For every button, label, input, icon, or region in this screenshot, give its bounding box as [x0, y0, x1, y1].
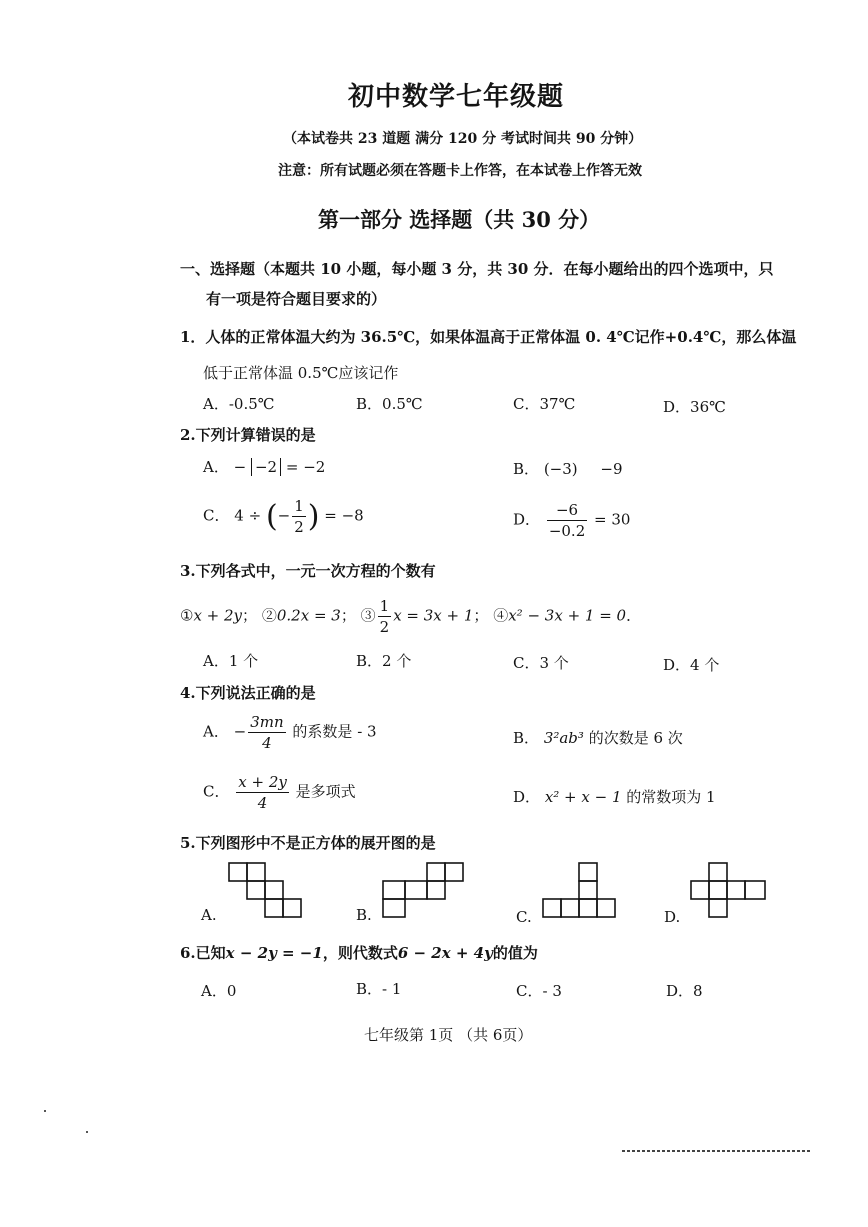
- q3-e1: x + 2y: [193, 606, 243, 625]
- q2-b-base: (−3): [543, 460, 578, 478]
- q4-d-expr: x² + x − 1: [544, 788, 622, 806]
- q5-net-c: [542, 862, 618, 920]
- q2-c-rhs: = −8: [324, 506, 364, 525]
- q5-option-d-label: D.: [664, 908, 681, 926]
- part-heading: 第一部分 选择题（共 30 分）: [318, 207, 601, 232]
- q4-d-text: 的常数项为 1: [626, 788, 716, 806]
- q2-a-abs: −2: [251, 458, 281, 476]
- exam-info: （本试卷共 23 道题 满分 120 分 考试时间共 90 分钟）: [283, 131, 643, 147]
- q4-c-fraction: [236, 772, 289, 813]
- q1-option-d: D．36℃: [663, 398, 726, 416]
- q4-a-sign: −: [233, 722, 247, 741]
- q4-a-fraction: [248, 712, 285, 753]
- q6-condition: x − 2y = −1: [225, 944, 323, 962]
- q3-option-b: B．2 个: [356, 652, 412, 670]
- section-instructions-line1: 一、选择题（本题共 10 小题，每小题 3 分，共 30 分．在每小题给出的四个选项中，只: [180, 260, 774, 278]
- q1-option-c: C．37℃: [513, 395, 576, 413]
- scan-artifact-dot: [86, 1131, 88, 1133]
- q4-option-a: [203, 712, 377, 753]
- q1-stem-line2: 低于正常体温 0.5℃应该记作: [203, 364, 399, 382]
- q6-expression: 6 − 2x + 4y: [397, 944, 493, 962]
- q3-option-d: D．4 个: [663, 656, 720, 674]
- q3-e2: 0.2x = 3: [276, 606, 341, 625]
- q3-e2-mark: ②: [261, 606, 277, 625]
- q5-net-a: [228, 862, 304, 920]
- q5-option-c-label: C.: [516, 908, 532, 926]
- q3-e4-mark: ④: [493, 606, 509, 625]
- q4-c-label: C．: [203, 782, 230, 801]
- q2-a-label: A．: [203, 458, 229, 476]
- q2-stem: 2.下列计算错误的是: [180, 426, 316, 444]
- q3-e3-mark: ③: [360, 606, 376, 625]
- q3-stem: 3.下列各式中，一元一次方程的个数有: [180, 562, 436, 580]
- q1-stem-line1: 1．人体的正常体温大约为 36.5℃，如果体温高于正常体温 0. 4℃记作+0.4℃，那么体温: [180, 328, 797, 346]
- q6-option-a: A．0: [201, 982, 237, 1000]
- q3-option-c: C．3 个: [513, 654, 569, 672]
- cube-net-d-diagram: [690, 862, 770, 920]
- q2-d-label: D．: [513, 510, 541, 529]
- q2-option-a: [203, 456, 325, 477]
- q4-a-num: 3mn: [250, 713, 284, 731]
- cube-net-b-diagram: [382, 862, 468, 920]
- q3-sep2: ；: [340, 606, 356, 625]
- q6-stem: [180, 942, 538, 963]
- q4-a-den: 4: [262, 734, 272, 752]
- q4-a-text: 的系数是 - 3: [292, 722, 377, 741]
- q2-c-pre: 4 ÷: [234, 506, 262, 525]
- exam-notice: 注意：所有试题必须在答题卡上作答，在本试卷上作答无效: [278, 163, 642, 179]
- q4-c-den: 4: [257, 794, 268, 812]
- q2-c-sign: −: [277, 506, 291, 525]
- q3-e1-mark: ①: [180, 606, 194, 625]
- q2-option-c: C． 4 ÷ (− $\frac{1}{2}$ ) = −8: [203, 497, 364, 536]
- q5-net-b: [382, 862, 468, 920]
- section-instructions-line2: 有一项是符合题目要求的）: [206, 290, 387, 308]
- q2-d-rhs: = 30: [594, 510, 631, 529]
- cube-net-a-diagram: [228, 862, 304, 920]
- q3-sep3: ；: [473, 606, 489, 625]
- q3-end: ．: [626, 606, 642, 625]
- q1-option-b: B．0.5℃: [356, 395, 423, 413]
- q5-option-b-label: B.: [356, 906, 372, 924]
- q2-option-b: [513, 458, 623, 479]
- q4-b-expr: 3²ab³: [543, 729, 584, 747]
- q6-option-d: D．8: [666, 982, 703, 1000]
- q4-a-label: A．: [203, 722, 229, 741]
- scan-artifact-dot: [44, 1110, 46, 1112]
- q2-c-fraction: [292, 496, 306, 537]
- q2-c-den: 2: [294, 518, 304, 536]
- q5-stem: 5.下列图形中不是正方体的展开图的是: [180, 834, 436, 852]
- q4-c-num: x + 2y: [238, 773, 287, 791]
- q2-a-minus: −: [233, 458, 247, 476]
- q4-d-label: D．: [513, 788, 541, 806]
- q2-c-label: C．: [203, 506, 230, 525]
- q1-option-a: A．-0.5℃: [203, 395, 275, 413]
- q6-option-b: B．- 1: [356, 980, 402, 998]
- q4-b-text: 的次数是 6 次: [588, 729, 683, 747]
- q2-a-rhs: = −2: [285, 458, 326, 476]
- q3-e3-num: 1: [379, 597, 390, 615]
- q4-stem: 4.下列说法正确的是: [180, 684, 316, 702]
- q2-b-rhs: −9: [600, 460, 623, 478]
- q4-option-d: [513, 786, 716, 807]
- q6-stem-post: 的值为: [492, 944, 538, 962]
- q6-stem-pre: 6.已知: [180, 944, 226, 962]
- q3-sep1: ；: [242, 606, 258, 625]
- q2-d-den: −0.2: [548, 522, 586, 540]
- q3-expressions: [180, 596, 641, 637]
- q5-net-d: [690, 862, 770, 920]
- q2-d-num: −6: [547, 500, 587, 521]
- scan-artifact-line: [622, 1150, 810, 1152]
- q4-b-label: B．: [513, 729, 540, 747]
- q3-e3: x = 3x + 1: [393, 606, 474, 625]
- q2-d-fraction: [547, 500, 587, 541]
- q6-stem-mid: ，则代数式: [322, 944, 398, 962]
- q4-option-c: [203, 772, 356, 813]
- q2-c-num: 1: [294, 497, 304, 515]
- page-footer: 七年级第 1页 （共 6页）: [364, 1026, 533, 1044]
- q5-option-a-label: A.: [201, 906, 217, 924]
- q2-b-label: B．: [513, 460, 540, 478]
- page-title: 初中数学七年级题: [348, 82, 565, 112]
- q6-option-c: C．- 3: [516, 982, 562, 1000]
- q3-e4: x² − 3x + 1 = 0: [508, 606, 627, 625]
- q4-option-b: [513, 727, 683, 748]
- q3-e3-den: 2: [379, 618, 390, 636]
- q4-c-text: 是多项式: [295, 782, 356, 801]
- cube-net-c-diagram: [542, 862, 618, 920]
- q3-option-a: A．1 个: [203, 652, 259, 670]
- q2-option-d: [513, 500, 630, 541]
- q3-e3-fraction: [378, 596, 392, 637]
